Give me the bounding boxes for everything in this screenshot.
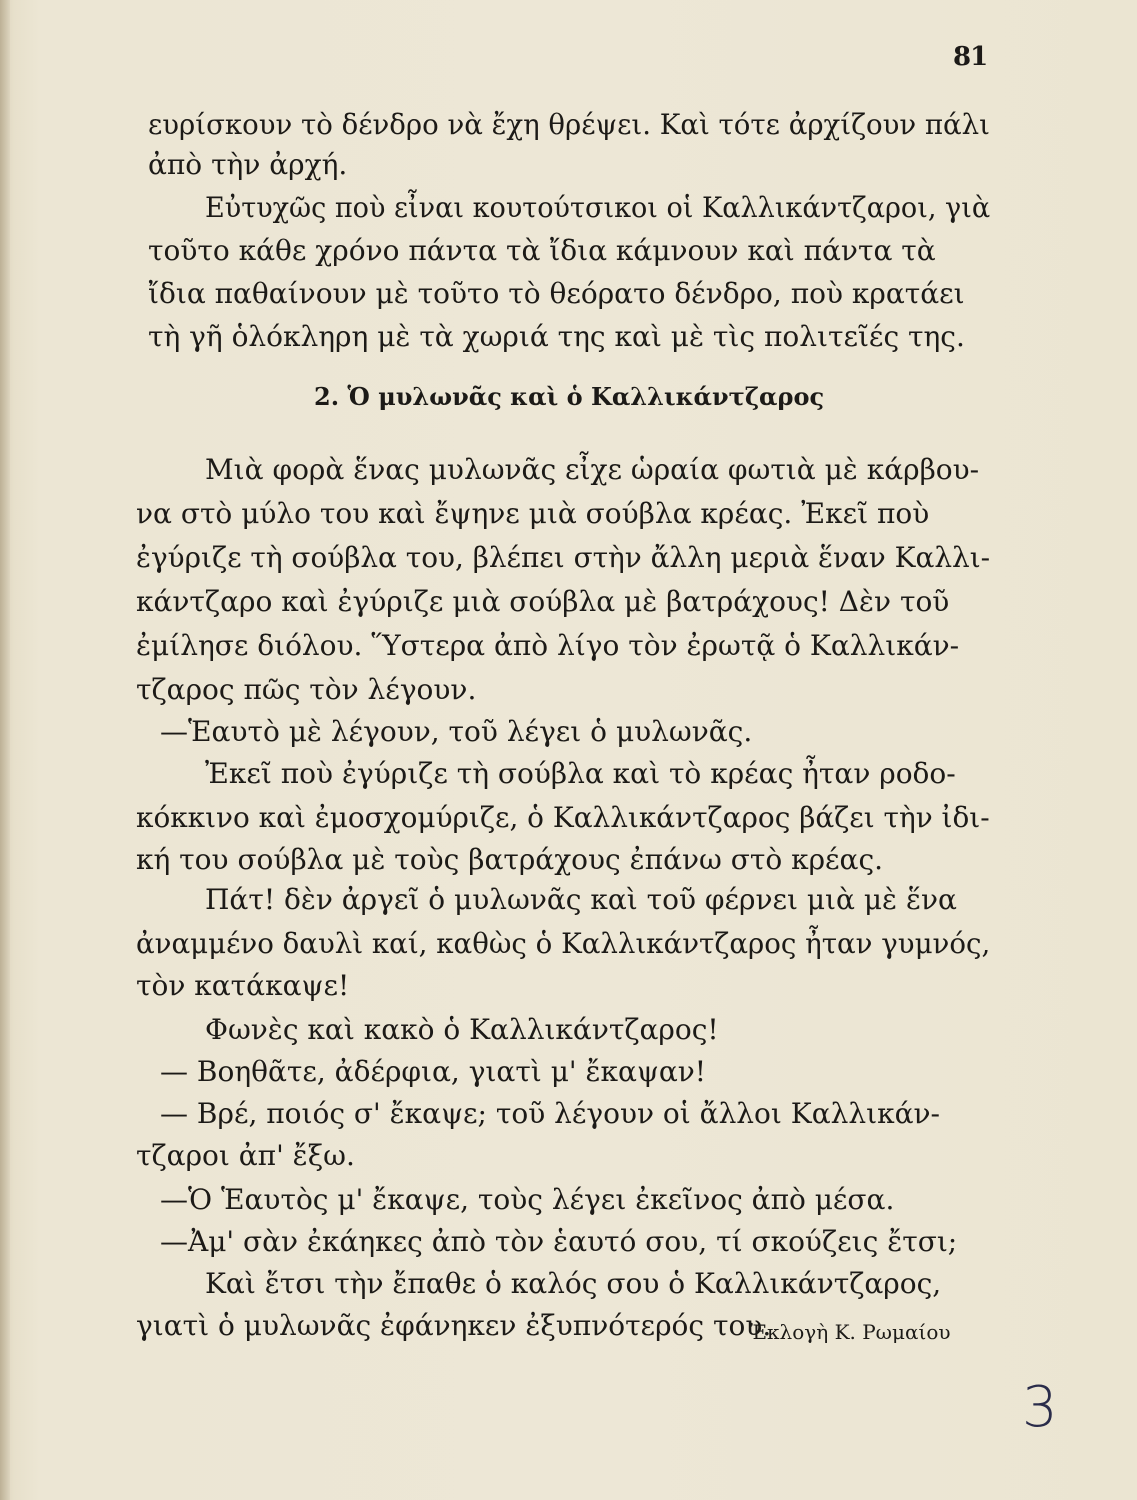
text-line: Πάτ! δὲν ἀργεῖ ὁ μυλωνᾶς καὶ τοῦ φέρνει μιὰ μὲ ἕνα (205, 883, 957, 916)
editor-signature: Ἐκλογὴ Κ. Ρωμαίου (750, 1320, 951, 1344)
text-line: τοῦτο κάθε χρόνο πάντα τὰ ἴδια κάμνουν καὶ πάντα τὰ (148, 234, 936, 267)
text-line: γιατὶ ὁ μυλωνᾶς ἐφάνηκεν ἐξυπνότερός του. (136, 1309, 772, 1342)
text-line: ἴδια παθαίνουν μὲ τοῦτο τὸ θεόρατο δένδρο, ποὺ κρατάει (148, 277, 965, 310)
text-line: κή του σούβλα μὲ τοὺς βατράχους ἐπάνω στὸ κρέας. (136, 843, 884, 876)
text-line: — Βοηθᾶτε, ἀδέρφια, γιατὶ μ' ἔκαψαν! (160, 1055, 707, 1088)
text-line: ἐμίλησε διόλου. Ὕστερα ἀπὸ λίγο τὸν ἐρωτᾷ ὁ Καλλικάν- (136, 629, 960, 662)
handwritten-margin-mark: 3 (1022, 1375, 1058, 1440)
text-line: τὴ γῆ ὁλόκληρη μὲ τὰ χωριά της καὶ μὲ τὶς πολιτεῖές της. (148, 320, 965, 353)
text-line: ἀπὸ τὴν ἀρχή. (148, 148, 348, 181)
text-line: Καὶ ἔτσι τὴν ἔπαθε ὁ καλός σου ὁ Καλλικάντζαρος, (205, 1267, 942, 1300)
text-line: —Ἑαυτὸ μὲ λέγουν, τοῦ λέγει ὁ μυλωνᾶς. (160, 715, 753, 748)
text-line: Εὐτυχῶς ποὺ εἶναι κουτούτσικοι οἱ Καλλικάντζαροι, γιὰ (205, 191, 991, 224)
text-line: Φωνὲς καὶ κακὸ ὁ Καλλικάντζαρος! (205, 1013, 719, 1046)
text-line: κάντζαρο καὶ ἐγύριζε μιὰ σούβλα μὲ βατράχους! Δὲν τοῦ (136, 585, 950, 618)
text-line: ἐγύριζε τὴ σούβλα του, βλέπει στὴν ἄλλη μεριὰ ἕναν Καλλι- (136, 541, 991, 574)
text-line: τζαροι ἀπ' ἔξω. (136, 1139, 355, 1172)
page-binding-edge (0, 0, 10, 1500)
page-number: 81 (953, 42, 988, 72)
text-line: να στὸ μύλο του καὶ ἔψηνε μιὰ σούβλα κρέας. Ἐκεῖ ποὺ (136, 497, 930, 530)
text-line: —Ὁ Ἑαυτὸς μ' ἔκαψε, τοὺς λέγει ἐκεῖνος ἀπὸ μέσα. (160, 1183, 895, 1216)
text-line: ἀναμμένο δαυλὶ καί, καθὼς ὁ Καλλικάντζαρος ἦταν γυμνός, (136, 927, 991, 960)
text-line: κόκκινο καὶ ἐμοσχομύριζε, ὁ Καλλικάντζαρος βάζει τὴν ἰδι- (136, 801, 990, 834)
text-line: ευρίσκουν τὸ δένδρο νὰ ἔχη θρέψει. Καὶ τότε ἀρχίζουν πάλι (148, 108, 990, 141)
text-line: Μιὰ φορὰ ἕνας μυλωνᾶς εἶχε ὡραία φωτιὰ μὲ κάρβου- (205, 453, 980, 486)
text-line: —Ἀμ' σὰν ἐκάηκες ἀπὸ τὸν ἑαυτό σου, τί σκούζεις ἔτσι; (160, 1225, 958, 1258)
text-line: τὸν κατάκαψε! (136, 969, 350, 1002)
text-line: — Βρέ, ποιός σ' ἔκαψε; τοῦ λέγουν οἱ ἄλλοι Καλλικάν- (160, 1097, 940, 1130)
section-heading: 2. Ὁ μυλωνᾶς καὶ ὁ Καλλικάντζαρος (314, 382, 825, 411)
text-line: τζαρος πῶς τὸν λέγουν. (136, 673, 477, 706)
text-line: Ἐκεῖ ποὺ ἐγύριζε τὴ σούβλα καὶ τὸ κρέας ἦταν ροδο- (205, 757, 956, 790)
